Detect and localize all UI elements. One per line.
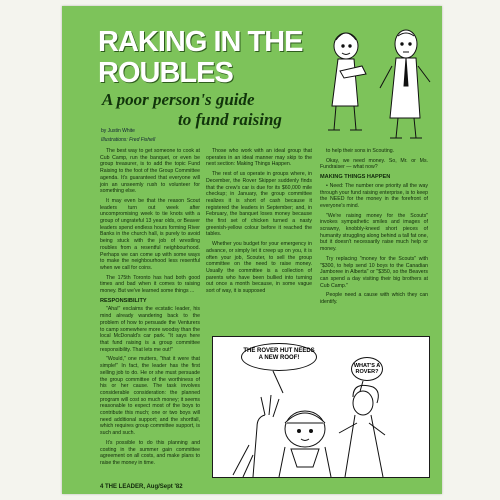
title-line2: ROUBLES <box>98 57 233 89</box>
illustrations-credit: Illustrations: Fred Fishell <box>101 137 156 143</box>
paragraph: It's possible to do this planning and costing in the summer gain committee agreement on all costs, and make plans to raise the money in time. <box>100 439 200 466</box>
cartoon-two-figures <box>310 26 440 144</box>
title-line1: RAKING IN THE <box>98 26 303 58</box>
subtitle-line2: to fund raising <box>178 110 282 129</box>
paragraph: The best way to get someone to cook at Cub Camp, run the banquet, or even be group treasurer, is to add the topic Fund Raising to the foot of the Group Committee agenda. It's guaranteed that everyone will join an unseemly rush to volunteer for something else. <box>100 148 200 195</box>
paragraph: to help their sons in Scouting. <box>326 148 395 154</box>
byline: by Justin White <box>101 128 135 134</box>
section-heading-making-things-happen: MAKING THINGS HAPPEN <box>320 174 391 181</box>
speech-bubble-rover-hut: THE ROVER HUT NEEDS A NEW ROOF! <box>241 343 317 371</box>
paragraph: It may even be that the reason Scout leaders turn out week after uncompromising week to tie knots with a group of ungrateful 13 year olds, or Beaver leaders spend endless hours forming River Banks in the church hall, is purely to avoid being stuck with the job of wrestling roubles from a resentful neighbourhood. Perhaps we can come up with some ways to make the neighbourhood less resentful when we call for coins. <box>100 197 200 271</box>
section-heading-responsibility: RESPONSIBILITY <box>100 297 147 304</box>
cartoon-rover-hut <box>212 336 430 478</box>
paragraph: "Aha!" exclaims the ecstatic leader, his mind already wandering back to the problem of how to persuade the Venturers to camp somewhere more woodsy than the local McDonald's car park. "It says here that fund raising is a group committee responsibility. That lets me out!" <box>100 306 200 353</box>
paragraph: "We're raising money for the Scouts" invokes sympathetic smiles and images of scrawny, knobbly-kneed short pieces of humanity struggling along behind a tall fat one, but it doesn't necessarily raise much help or money. <box>320 212 428 253</box>
paragraph: • Need: The number one priority all the way through your fund raising enterprise, is to keep the NEED for the money in the forefront of everyone's mind. <box>320 182 428 209</box>
paragraph: Those who work with an ideal group that operates in an ideal manner may skip to the next section: Making Things Happen. <box>206 148 312 168</box>
subtitle-line1: A poor person's guide <box>102 90 255 109</box>
page-footer: 4 THE LEADER, Aug/Sept '82 <box>100 484 183 490</box>
paragraph: The 175th Toronto has had both good times and bad when it comes to raising money. But we've learned some things ... <box>100 274 200 295</box>
paragraph: The rest of us operate in groups where, in December, the Rover Skipper suddenly finds that the crew's car is due for its $60,000 mile checkup; in January, the group committee realizes it is short of cash because it registered the leaders in September; and, in February, the banquet loses money because the first set of chicken turned a nasty greenish-yellow colour before it reached the tables. <box>206 171 312 238</box>
paragraph: Try replacing "money for the Scouts" with "$300, to help send 10 boys to the Canadian Jamboree in Alberta" or "$350, so the Beavers can spend a day visiting their big brothers at Cub Camp." <box>320 255 428 289</box>
column-1 <box>100 148 200 478</box>
column-2 <box>206 148 312 332</box>
column-3 <box>320 148 428 343</box>
paragraph: Okay, we need money. So, Mr. or Ms. Fundraiser — what now? <box>320 157 428 171</box>
paragraph: People need a cause with which they can identify. <box>320 292 428 306</box>
cartoon-top-drawing <box>310 26 440 144</box>
speech-bubble-whats-a-rover: WHAT'S A ROVER? <box>351 357 383 381</box>
magazine-page <box>62 6 442 494</box>
cartoon-bottom-drawing <box>213 337 429 477</box>
paragraph: Whether you budget for your emergency in advance, or simply let it creep up on you, it is often your job, Scouter, to sell the group committee on the need to raise money. Usually the committee is a collection of parents who have been bullied into turning out once a month because, in some vague sort of way, it is supposed <box>206 241 312 295</box>
paragraph: "Would," one mutters, "that it were that simple!" In fact, the leader has the first selling job to do. He or she must persuade the group committee of the worthiness of his or her cause. The task involves considerable consideration: the planned program will cost so much money; it seems reasonable to expect most of the boys to contribute this much; one or two boys will need additional support; and the shortfall, which requires group committee support, is such and such. <box>100 356 200 437</box>
